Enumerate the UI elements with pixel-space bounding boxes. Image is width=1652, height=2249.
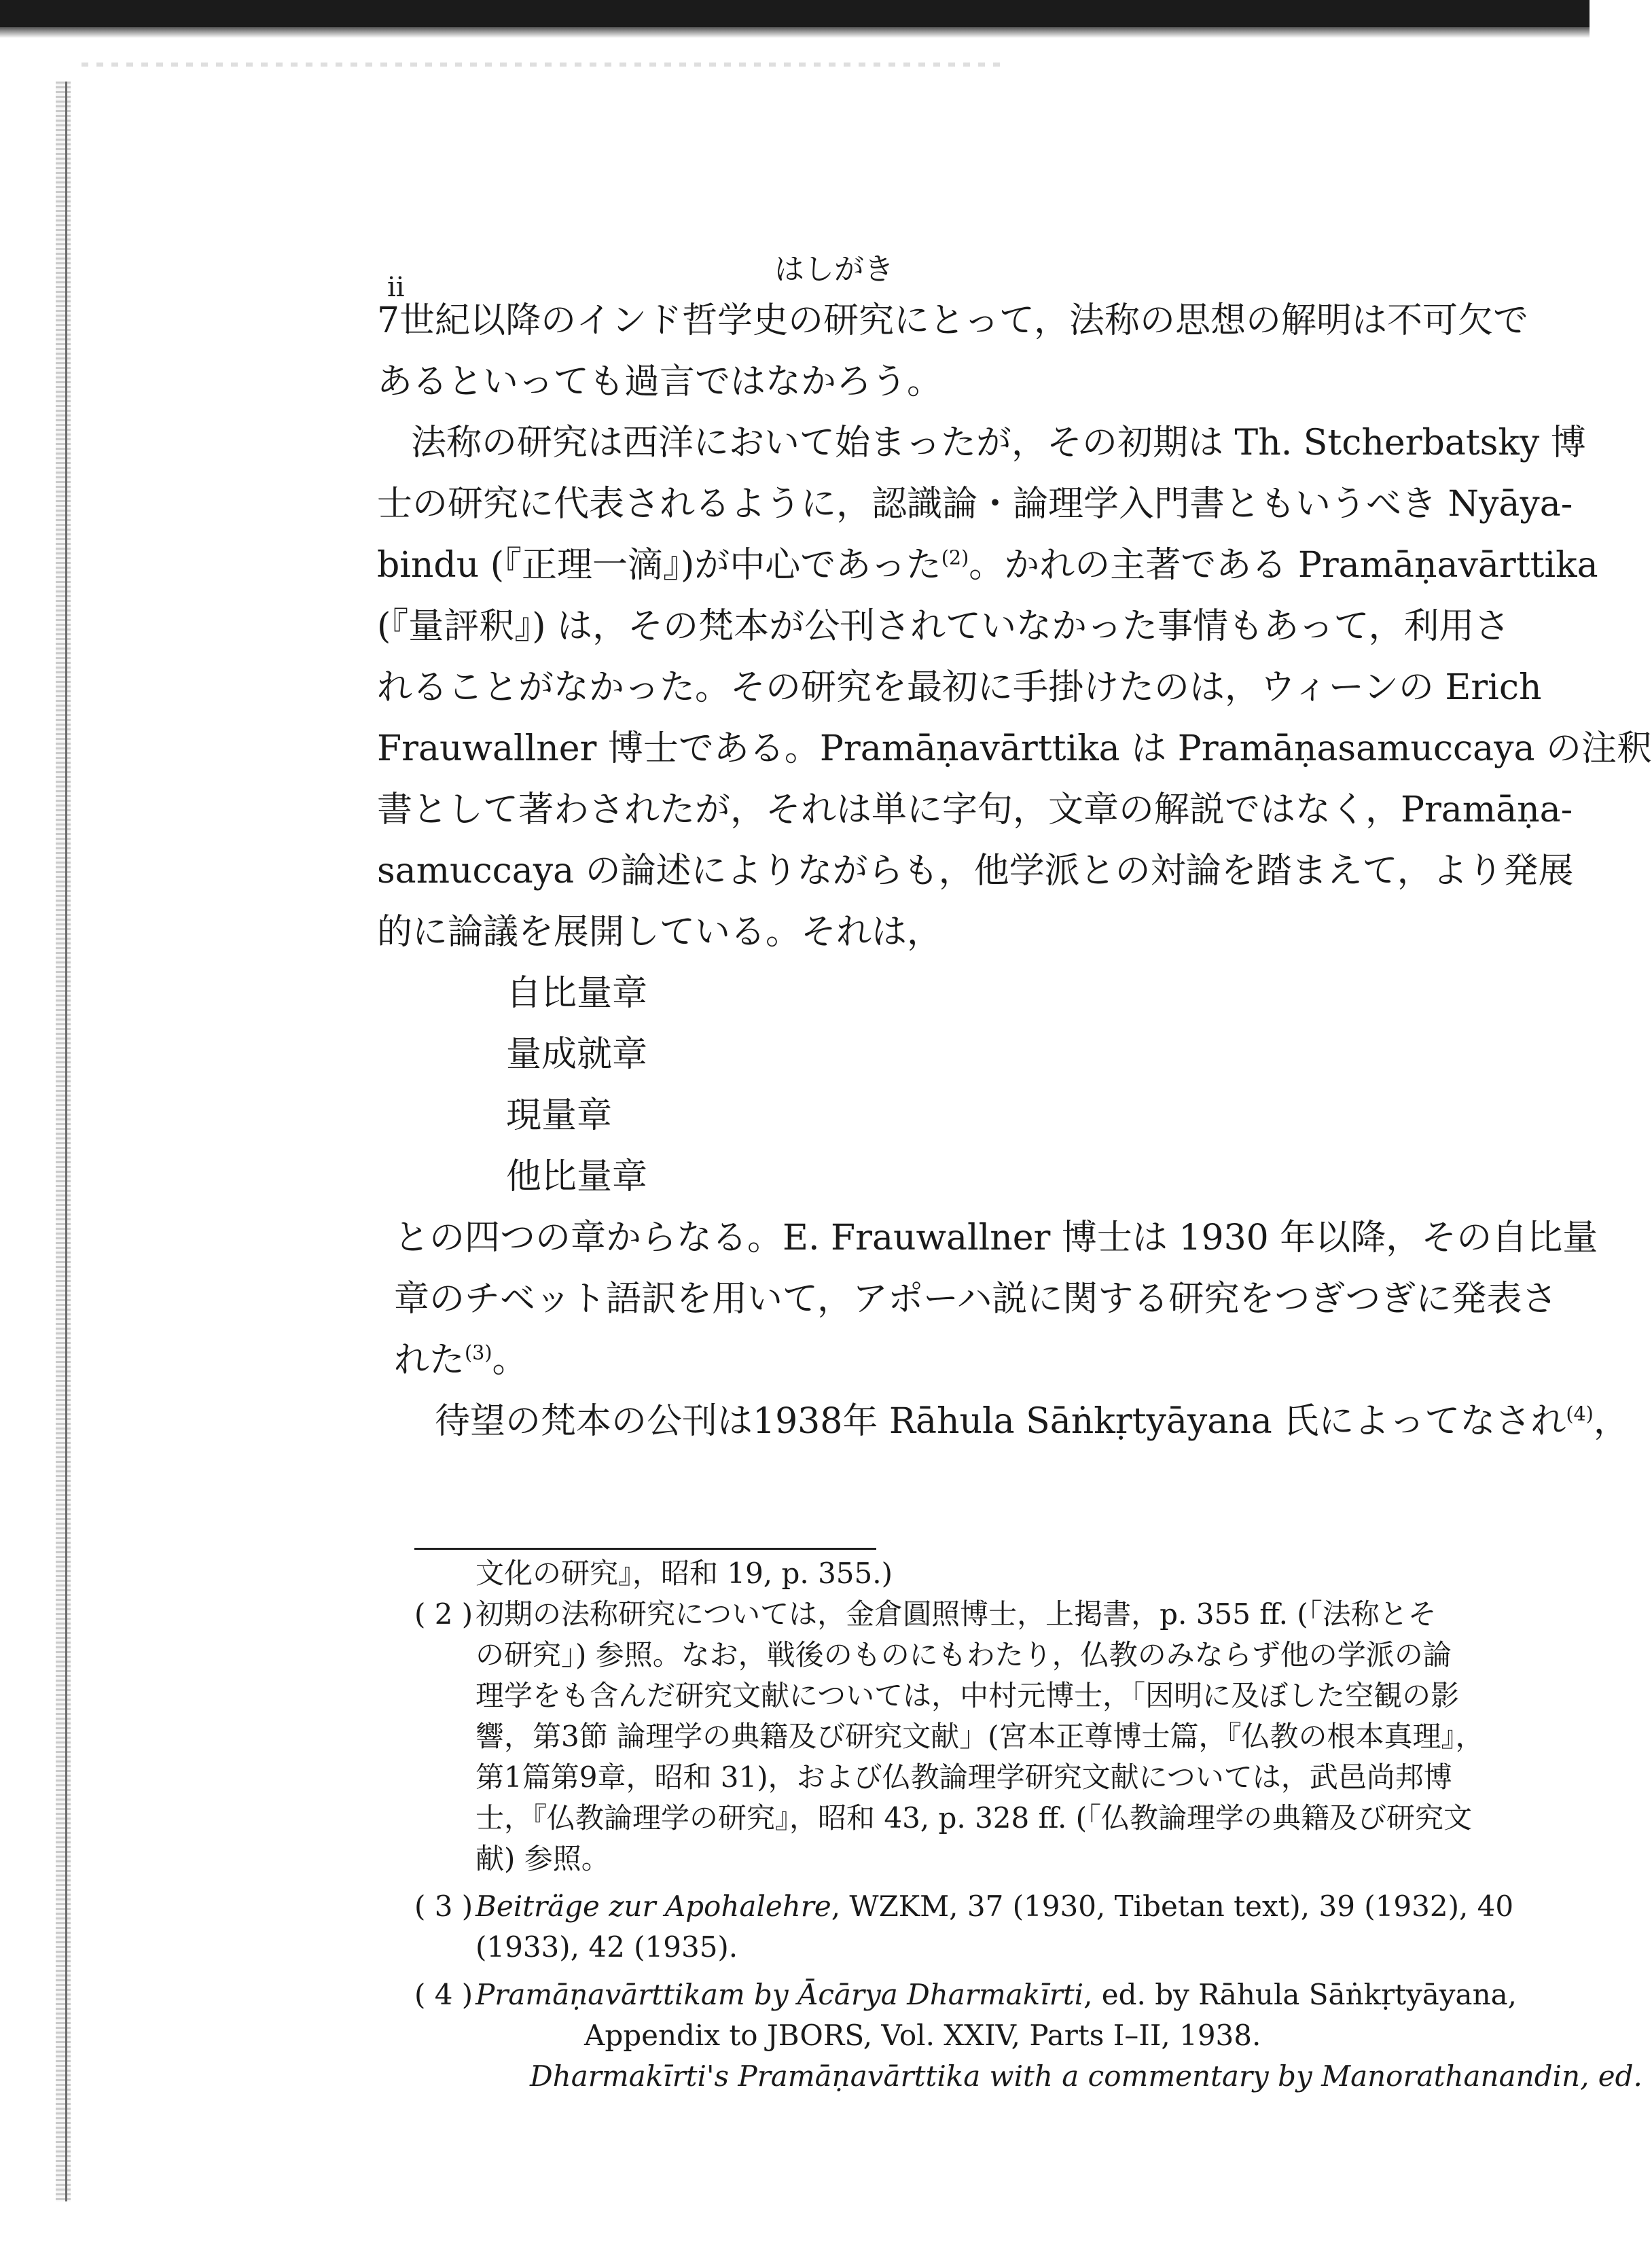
body-line: 書として著わされたが，それは単に字句，文章の解説ではなく，Pramāṇa- (377, 790, 1573, 830)
footnote-line: 献) 参照。 (475, 1842, 610, 1875)
body-line: (『量評釈』) は，その梵本が公刊されていなかった事情もあって，利用さ (377, 606, 1510, 647)
scan-binding-shadow (56, 82, 71, 2201)
footnote-number: ( 3 ) (414, 1890, 473, 1923)
body-line: 7世紀以降のインド哲学史の研究にとって，法称の思想の解明は不可欠で (377, 300, 1529, 341)
scan-top-edge (0, 0, 1590, 27)
footnote-ref-3: (3) (465, 1341, 492, 1364)
running-title: はしがき (774, 252, 894, 287)
chapter-list-item: 自比量章 (506, 973, 648, 1014)
scan-noise (82, 63, 1005, 67)
footnote-number: ( 4 ) (414, 1978, 473, 2011)
scan-top-shadow (0, 27, 1590, 38)
body-line: Frauwallner 博士である。Pramāṇavārttika は Pramāṇasamuccaya の注釈 (377, 728, 1652, 769)
footnote-ref-4: (4) (1566, 1402, 1594, 1425)
footnote-2: ( 2 )初期の法称研究については，金倉圓照博士，上掲書，p. 355 ff. (「法称とそ (414, 1597, 1437, 1631)
body-line: れることがなかった。その研究を最初に手掛けたのは，ウィーンの Erich (377, 667, 1542, 708)
chapter-list-item: 現量章 (506, 1095, 613, 1136)
chapter-list-item: 他比量章 (506, 1156, 648, 1197)
footnote-line: Dharmakīrti's Pramāṇavārttika with a commentary by Manorathanandin, ed. (530, 2059, 1642, 2093)
page-number: ii (387, 272, 405, 303)
footnote-3: ( 3 )Beiträge zur Apohalehre, WZKM, 37 (1930, Tibetan text), 39 (1932), 40 (414, 1890, 1514, 1923)
body-line: あるといっても過言ではなかろう。 (377, 361, 943, 402)
footnote-line: (1933), 42 (1935). (475, 1930, 738, 1964)
footnote-line: 響，第3節 論理学の典籍及び研究文献」(宮本正尊博士篇，『仏教の根本真理』， (475, 1720, 1484, 1753)
body-line: 法称の研究は西洋において始まったが，その初期は Th. Stcherbatsky 博 (411, 423, 1586, 463)
body-line: 章のチベット語訳を用いて，アポーハ説に関する研究をつぎつぎに発表さ (394, 1279, 1558, 1320)
footnote-continuation: 文化の研究』，昭和 19, p. 355.) (475, 1557, 893, 1590)
footnote-4: ( 4 )Pramāṇavārttikam by Ācārya Dharmakīrti, ed. by Rāhula Sāṅkṛtyāyana, (414, 1978, 1518, 2011)
body-line: 的に論議を展開している。それは， (377, 912, 943, 953)
footnote-line: の研究」) 参照。なお，戦後のものにもわたり，仏教のみならず他の学派の論 (475, 1638, 1452, 1671)
scan-left-border (65, 82, 67, 2201)
body-line: 士の研究に代表されるように，認識論・論理学入門書ともいうべき Nyāya- (377, 484, 1573, 525)
body-line: 待望の梵本の公刊は1938年 Rāhula Sāṅkṛtyāyana 氏によってなされ$^{(4)}$， (435, 1401, 1629, 1442)
body-line: れた$^{(3)}$。 (394, 1340, 528, 1381)
chapter-list-item: 量成就章 (506, 1034, 648, 1075)
body-line: bindu (『正理一滴』)が中心であった$^{(2)}$。かれの主著である Pramāṇavārttika (377, 545, 1598, 586)
footnote-line: Appendix to JBORS, Vol. XXIV, Parts I–II, 1938. (584, 2019, 1261, 2052)
footnote-ref-2: (2) (941, 546, 969, 569)
footnote-rule (414, 1548, 876, 1550)
footnote-line: 第1篇第9章，昭和 31)，および仏教論理学研究文献については，武邑尚邦博 (475, 1760, 1452, 1794)
body-line: samuccaya の論述によりながらも，他学派との対論を踏まえて，より発展 (377, 851, 1574, 891)
footnote-line: 理学をも含んだ研究文献については，中村元博士，「因明に及ぼした空観の影 (475, 1679, 1460, 1712)
footnote-number: ( 2 ) (414, 1597, 473, 1631)
footnote-line: 士，『仏教論理学の研究』，昭和 43, p. 328 ff. (「仏教論理学の典籍及び研究文 (475, 1801, 1473, 1835)
body-line: との四つの章からなる。E. Frauwallner 博士は 1930 年以降，その自比量 (394, 1218, 1598, 1258)
